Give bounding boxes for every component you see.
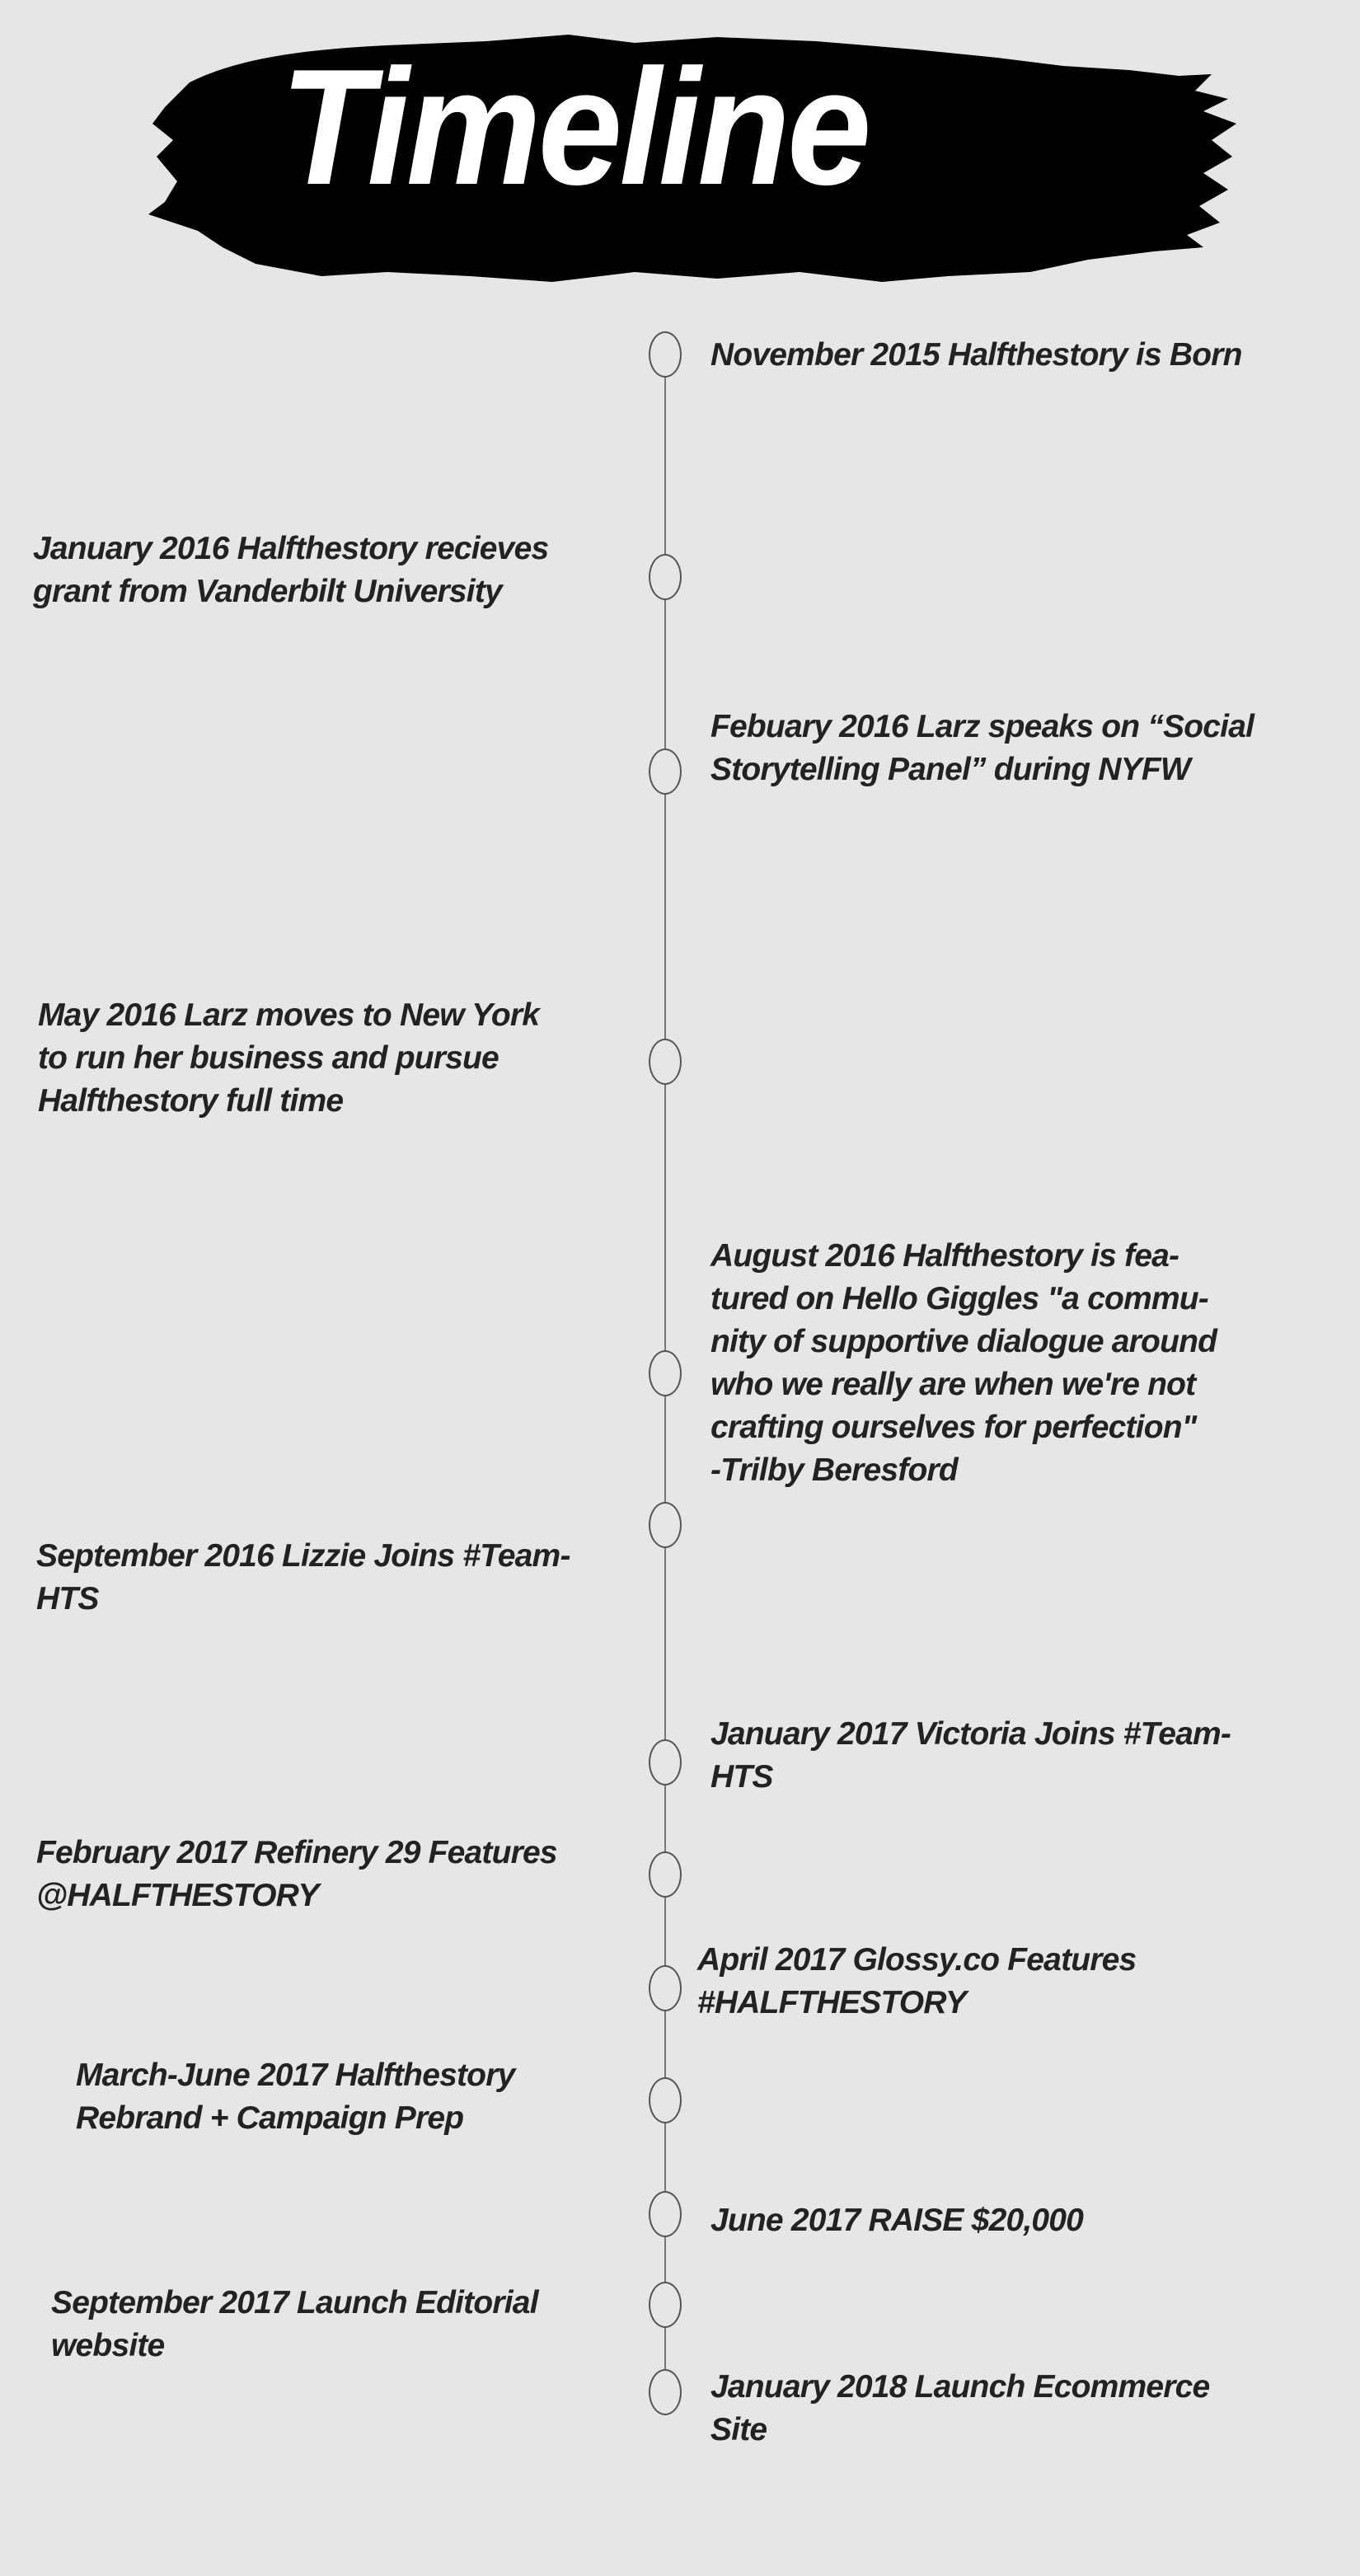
timeline-event-line: Halfthestory full time [38,1083,344,1119]
timeline-node-icon [649,554,682,600]
timeline-event [710,706,1254,791]
timeline-event-line: January 2018 Launch Ecommerce [710,2369,1210,2405]
timeline-event [697,1939,1136,2025]
timeline-event-line: January 2016 Halfthestory recieves [33,531,549,566]
timeline-event-line: nity of supportive dialogue around [710,1324,1217,1359]
timeline-event-line: grant from Vanderbilt University [33,574,502,609]
timeline-event-line: May 2016 Larz moves to New York [38,997,540,1033]
timeline-event-line: HTS [710,1759,773,1795]
timeline-event-line: to run her business and pursue [38,1040,499,1076]
timeline-event [710,1235,1217,1492]
timeline-node-icon [649,1851,682,1898]
timeline-event-line: April 2017 Glossy.co Features [697,1942,1137,1978]
page-title: Timeline [280,35,869,219]
timeline-node-icon [649,331,682,378]
timeline-node-icon [649,2369,682,2415]
timeline-event [51,2282,538,2367]
timeline-event-line: who we really are when we're not [710,1367,1196,1402]
timeline-event [76,2054,514,2140]
timeline-event-line: August 2016 Halfthestory is fea- [710,1238,1179,1274]
timeline-event-line: September 2017 Launch Editorial [51,2285,538,2320]
timeline-node-icon [649,2191,682,2237]
timeline-event [710,334,1242,377]
timeline-event [710,2366,1209,2452]
timeline-event-line: Febuary 2016 Larz speaks on “Social [710,709,1254,744]
timeline-event [38,994,539,1123]
timeline-event-line: September 2016 Lizzie Joins #Team- [36,1538,570,1574]
timeline-event-line: Storytelling Panel” during NYFW [710,752,1190,787]
timeline-event-line: Rebrand + Campaign Prep [76,2100,464,2136]
timeline-node-icon [649,1965,682,2011]
timeline-node-icon [649,1502,682,1548]
timeline-node-icon [649,2282,682,2328]
timeline-event-line: crafting ourselves for perfection" [710,1410,1197,1445]
timeline-event [33,528,548,613]
timeline-event-line: #HALFTHESTORY [697,1985,967,2020]
timeline-event-line: tured on Hello Giggles "a commu- [710,1281,1208,1316]
timeline-event-line: @HALFTHESTORY [36,1878,319,1913]
timeline-node-icon [649,1039,682,1085]
timeline-event [710,2199,1083,2242]
timeline-node-icon [649,1739,682,1785]
timeline-event-line: -Trilby Beresford [710,1452,958,1488]
timeline-event-line: February 2017 Refinery 29 Features [36,1835,557,1870]
timeline-event-line: January 2017 Victoria Joins #Team- [710,1716,1231,1752]
timeline-event-line: June 2017 RAISE $20,000 [710,2203,1084,2238]
timeline-event-line: website [51,2328,165,2363]
timeline-node-icon [649,2077,682,2123]
timeline-node-icon [649,748,682,795]
timeline-event [710,1713,1231,1799]
timeline-event-line: Site [710,2412,767,2447]
timeline-event-line: HTS [36,1581,99,1616]
timeline-event [36,1535,570,1621]
timeline-event-line: March-June 2017 Halfthestory [76,2058,515,2093]
timeline-event [36,1832,557,1917]
timeline-event-line: November 2015 Halfthestory is Born [710,337,1242,373]
timeline-node-icon [649,1350,682,1396]
